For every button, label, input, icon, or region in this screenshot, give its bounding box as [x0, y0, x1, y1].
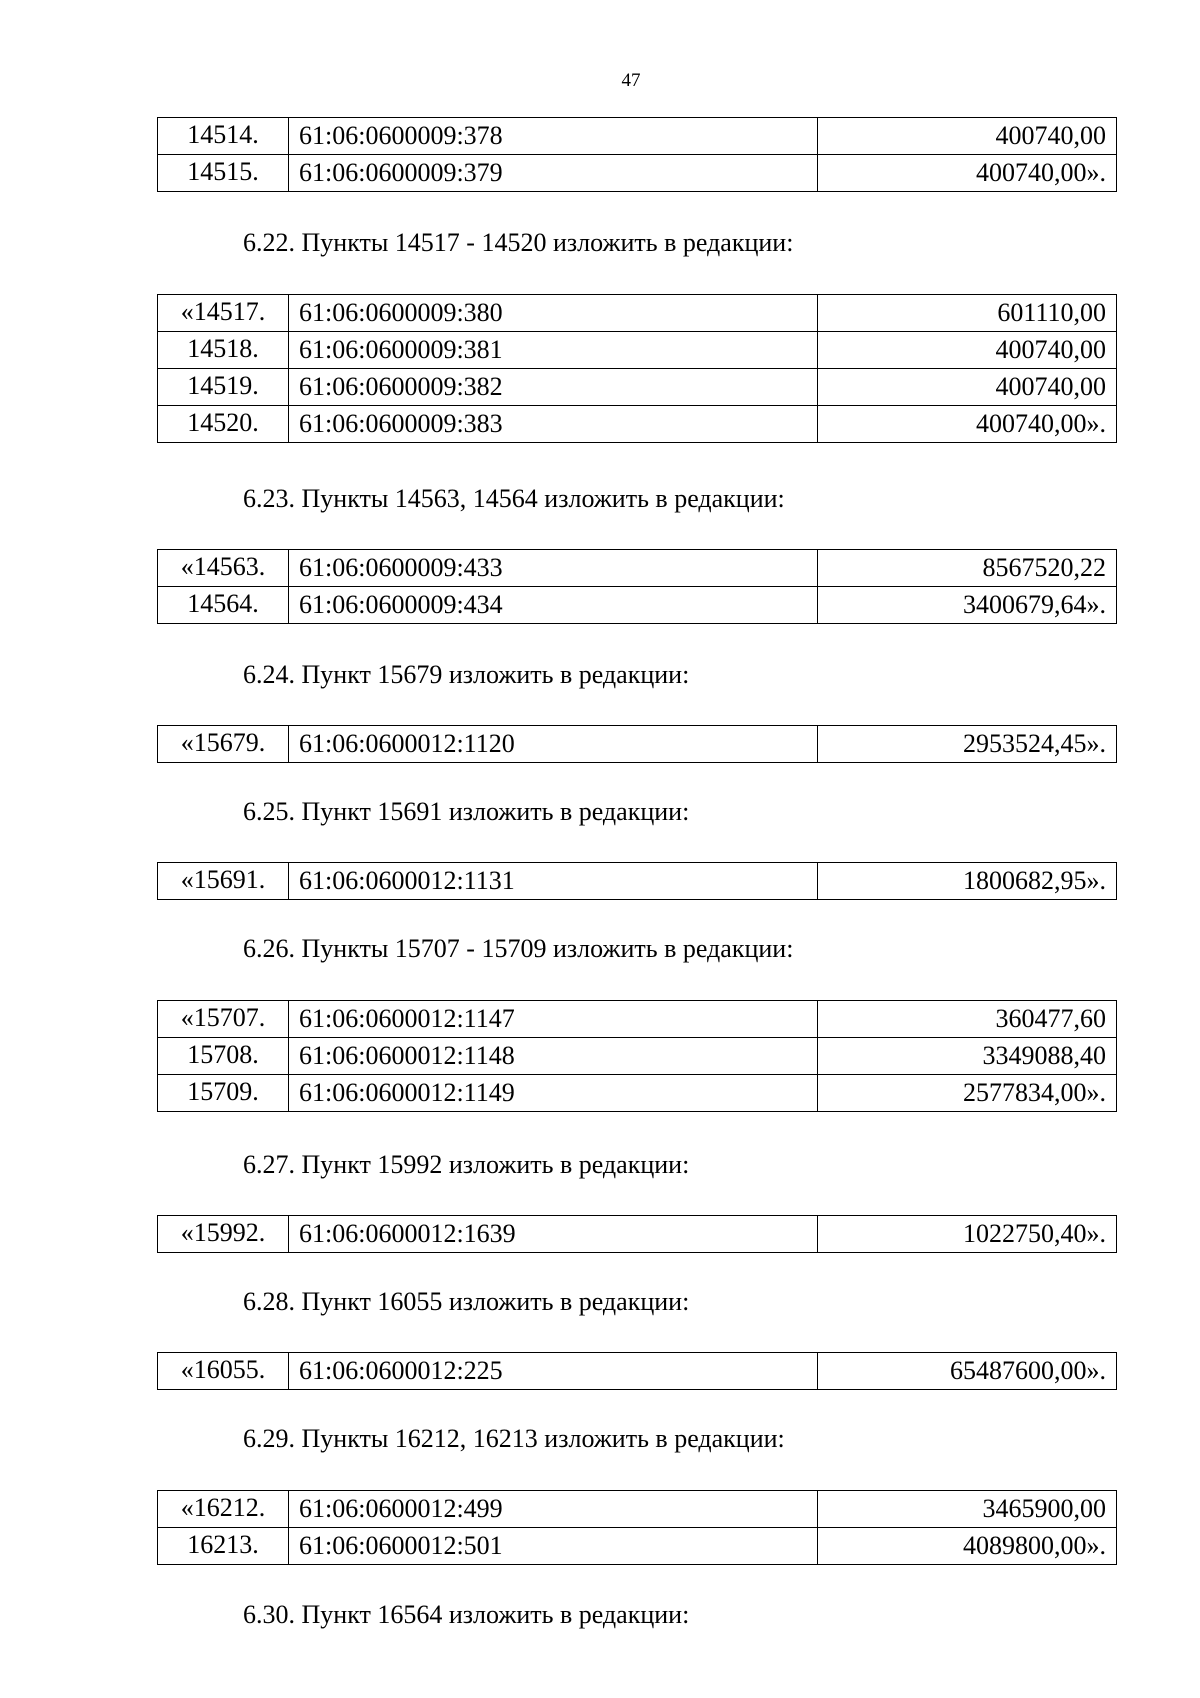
cadastral-number: 61:06:0600012:1148 [289, 1038, 818, 1075]
item-number: 14564. [158, 587, 289, 624]
section-heading-6-26: 6.26. Пункты 15707 - 15709 изложить в редакции: [243, 934, 794, 963]
cadastral-value: 400740,00». [818, 406, 1117, 443]
item-number: 14520. [158, 406, 289, 443]
table-row [158, 1216, 1117, 1253]
cadastral-number: 61:06:0600012:1147 [289, 1001, 818, 1038]
cadastral-value: 400740,00 [818, 118, 1117, 155]
cadastral-value: 400740,00». [818, 155, 1117, 192]
page-number: 47 [621, 70, 641, 91]
item-number: «15707. [158, 1001, 289, 1038]
section-heading-6-23: 6.23. Пункты 14563, 14564 изложить в редакции: [243, 484, 785, 513]
table-row [158, 332, 1117, 369]
table-row [158, 1075, 1117, 1112]
cadastral-value: 2577834,00». [818, 1075, 1117, 1112]
cadastral-number: 61:06:0600012:1131 [289, 863, 818, 900]
item-number: «15691. [158, 863, 289, 900]
table-row [158, 1038, 1117, 1075]
table-row [158, 1491, 1117, 1528]
cadastral-number: 61:06:0600012:1149 [289, 1075, 818, 1112]
cadastral-number: 61:06:0600009:433 [289, 550, 818, 587]
cadastral-number: 61:06:0600012:225 [289, 1353, 818, 1390]
table-row [158, 1001, 1117, 1038]
item-number: «16055. [158, 1353, 289, 1390]
section-heading-6-27: 6.27. Пункт 15992 изложить в редакции: [243, 1150, 690, 1179]
section-heading-6-22: 6.22. Пункты 14517 - 14520 изложить в редакции: [243, 228, 794, 257]
cadastral-number: 61:06:0600009:382 [289, 369, 818, 406]
register-table-2 [157, 294, 1117, 443]
cadastral-number: 61:06:0600012:501 [289, 1528, 818, 1565]
section-heading-6-30: 6.30. Пункт 16564 изложить в редакции: [243, 1600, 690, 1629]
cadastral-value: 2953524,45». [818, 726, 1117, 763]
section-heading-6-24: 6.24. Пункт 15679 изложить в редакции: [243, 660, 690, 689]
cadastral-number: 61:06:0600012:1639 [289, 1216, 818, 1253]
cadastral-value: 360477,60 [818, 1001, 1117, 1038]
cadastral-number: 61:06:0600009:434 [289, 587, 818, 624]
register-table-5 [157, 862, 1117, 900]
item-number: 14514. [158, 118, 289, 155]
cadastral-number: 61:06:0600009:378 [289, 118, 818, 155]
item-number: 16213. [158, 1528, 289, 1565]
cadastral-number: 61:06:0600009:383 [289, 406, 818, 443]
register-table-6 [157, 1000, 1117, 1112]
section-heading-6-29: 6.29. Пункты 16212, 16213 изложить в редакции: [243, 1424, 785, 1453]
table-row [158, 118, 1117, 155]
cadastral-value: 1022750,40». [818, 1216, 1117, 1253]
cadastral-value: 400740,00 [818, 332, 1117, 369]
item-number: «15679. [158, 726, 289, 763]
item-number: 15709. [158, 1075, 289, 1112]
table-row [158, 406, 1117, 443]
item-number: 14519. [158, 369, 289, 406]
table-row [158, 1528, 1117, 1565]
table-row [158, 295, 1117, 332]
item-number: «16212. [158, 1491, 289, 1528]
cadastral-value: 65487600,00». [818, 1353, 1117, 1390]
section-heading-6-28: 6.28. Пункт 16055 изложить в редакции: [243, 1287, 690, 1316]
item-number: 14515. [158, 155, 289, 192]
item-number: «14563. [158, 550, 289, 587]
cadastral-value: 3400679,64». [818, 587, 1117, 624]
cadastral-value: 3349088,40 [818, 1038, 1117, 1075]
register-table-4 [157, 725, 1117, 763]
cadastral-value: 601110,00 [818, 295, 1117, 332]
table-row [158, 1353, 1117, 1390]
cadastral-value: 400740,00 [818, 369, 1117, 406]
item-number: «15992. [158, 1216, 289, 1253]
table-row [158, 726, 1117, 763]
table-row [158, 863, 1117, 900]
item-number: 14518. [158, 332, 289, 369]
cadastral-value: 8567520,22 [818, 550, 1117, 587]
section-heading-6-25: 6.25. Пункт 15691 изложить в редакции: [243, 797, 690, 826]
register-table-7 [157, 1215, 1117, 1253]
register-table-1 [157, 117, 1117, 192]
cadastral-value: 3465900,00 [818, 1491, 1117, 1528]
table-row [158, 550, 1117, 587]
register-table-3 [157, 549, 1117, 624]
cadastral-number: 61:06:0600012:1120 [289, 726, 818, 763]
cadastral-value: 4089800,00». [818, 1528, 1117, 1565]
table-row [158, 155, 1117, 192]
cadastral-value: 1800682,95». [818, 863, 1117, 900]
register-table-8 [157, 1352, 1117, 1390]
table-row [158, 587, 1117, 624]
item-number: «14517. [158, 295, 289, 332]
register-table-9 [157, 1490, 1117, 1565]
cadastral-number: 61:06:0600009:379 [289, 155, 818, 192]
table-row [158, 369, 1117, 406]
cadastral-number: 61:06:0600009:380 [289, 295, 818, 332]
cadastral-number: 61:06:0600009:381 [289, 332, 818, 369]
cadastral-number: 61:06:0600012:499 [289, 1491, 818, 1528]
item-number: 15708. [158, 1038, 289, 1075]
